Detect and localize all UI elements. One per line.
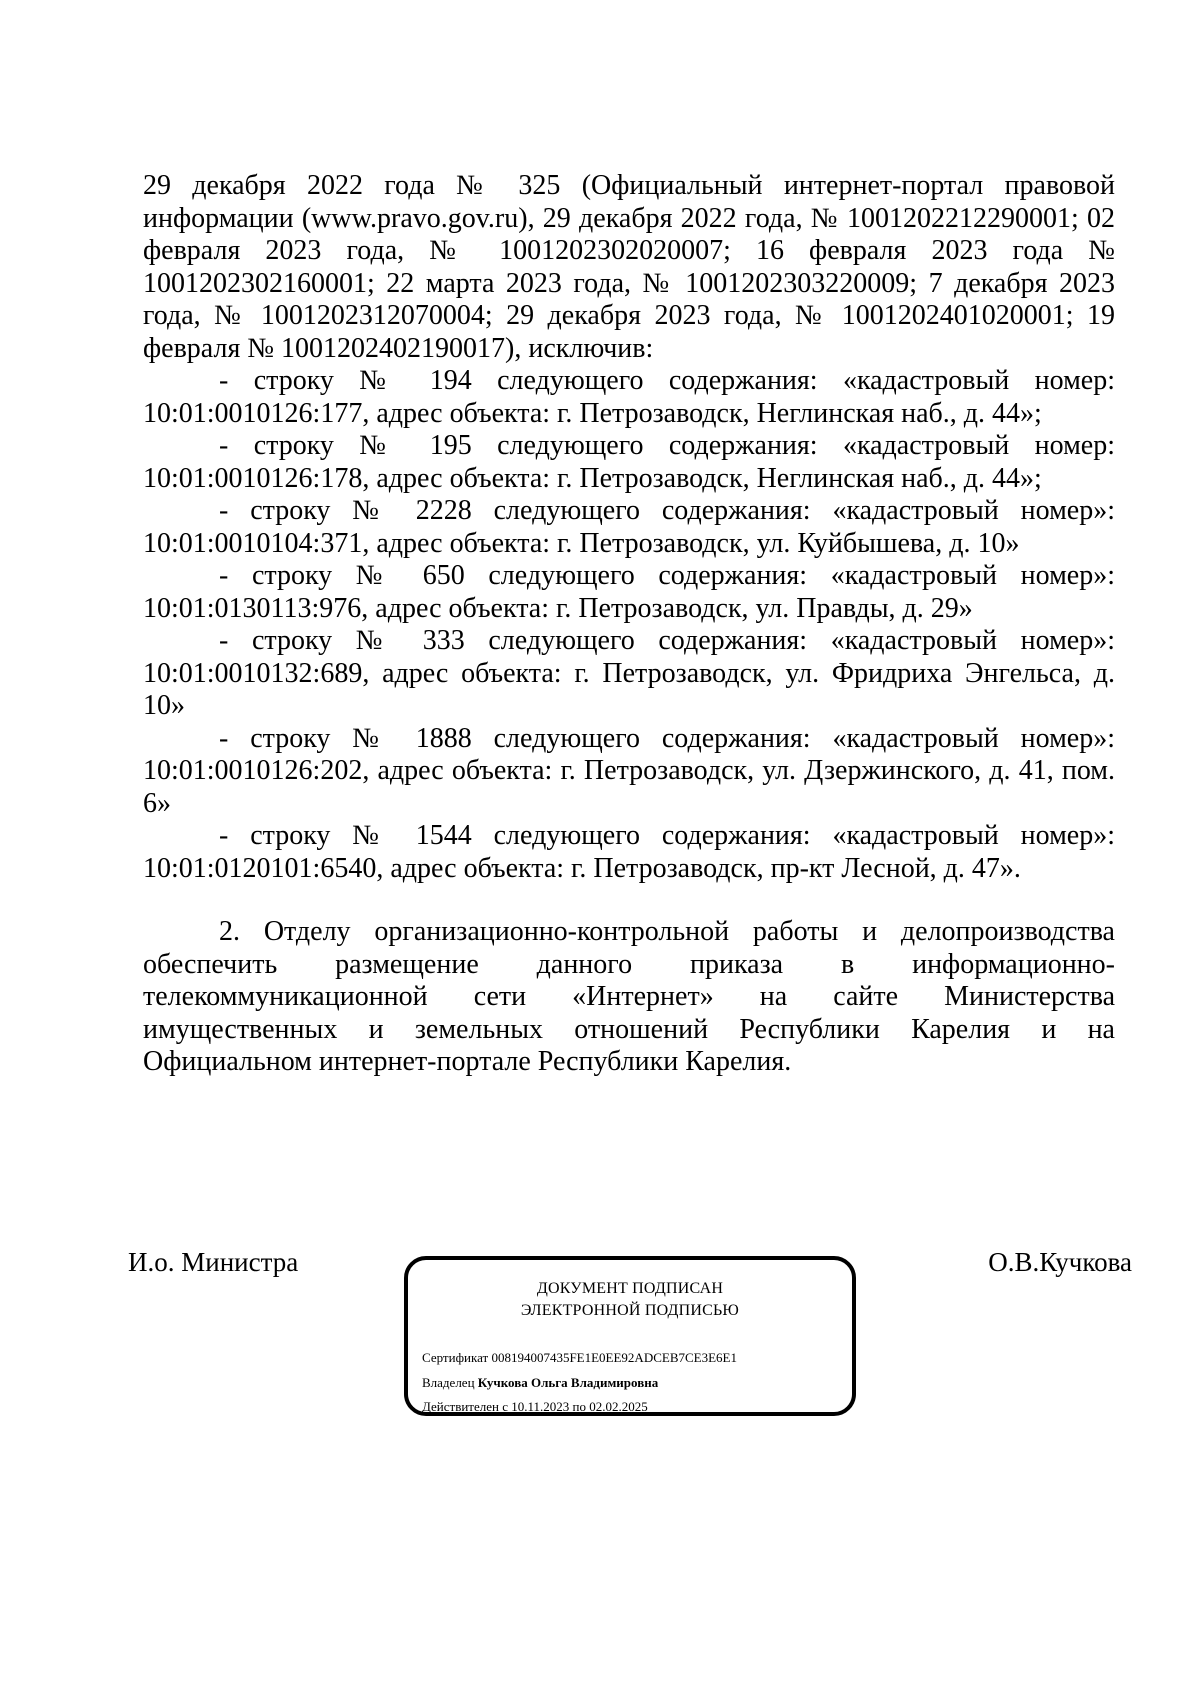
stamp-valid-from-label: Действителен с (422, 1399, 508, 1414)
intro-paragraph: 29 декабря 2022 года № 325 (Официальный интернет-портал правовой информации (www.pravo.gov.ru), 29 декабря 2022 года, № 1001202212290001; 02 февраля 2023 года, № 1001202302020007; 16 февраля 2023 года № 1001202302160001; 22 марта 2023 года, № 1001202303220009; 7 декабря 2023 года, № 1001202312070004; 29 декабря 2023 года, № 1001202401020001; 19 февраля № 1001202402190017), исключив: (143, 170, 1115, 364)
stamp-owner-value: Кучкова Ольга Владимировна (477, 1375, 659, 1390)
exclusion-item-650: - строку № 650 следующего содержания: «кадастровый номер»: 10:01:0130113:976, адрес объекта: г. Петрозаводск, ул. Правды, д. 29» (143, 560, 1115, 624)
stamp-valid-from: 10.11.2023 (511, 1399, 570, 1414)
stamp-valid-to: 02.02.2025 (589, 1399, 648, 1414)
stamp-title-line-1: ДОКУМЕНТ ПОДПИСАН (536, 1280, 724, 1297)
stamp-validity (422, 1399, 648, 1415)
exclusion-item-194: - строку № 194 следующего содержания: «кадастровый номер: 10:01:0010126:177, адрес объекта: г. Петрозаводск, Неглинская наб., д. 44»; (143, 365, 1115, 429)
document-body (143, 170, 1115, 1079)
stamp-owner-label: Владелец (422, 1375, 475, 1390)
exclusion-item-1888: - строку № 1888 следующего содержания: «кадастровый номер»: 10:01:0010126:202, адрес объекта: г. Петрозаводск, ул. Дзержинского, д. 41, пом. 6» (143, 722, 1115, 819)
electronic-signature-stamp (404, 1256, 856, 1416)
stamp-certificate-value: 008194007435FE1E0EE92ADCEB7CE3E6E1 (491, 1350, 737, 1365)
stamp-certificate-label: Сертификат (422, 1350, 489, 1365)
stamp-valid-to-label: по (572, 1399, 586, 1414)
signatory-name: О.В.Кучкова (988, 1247, 1132, 1277)
exclusion-item-1544: - строку № 1544 следующего содержания: «кадастровый номер»: 10:01:0120101:6540, адрес объекта: г. Петрозаводск, пр-кт Лесной, д. 47». (143, 820, 1115, 884)
stamp-owner (422, 1375, 658, 1391)
exclusion-item-2228: - строку № 2228 следующего содержания: «кадастровый номер»: 10:01:0010104:371, адрес объекта: г. Петрозаводск, ул. Куйбышева, д. 10» (143, 495, 1115, 559)
exclusion-item-333: - строку № 333 следующего содержания: «кадастровый номер»: 10:01:0010132:689, адрес объекта: г. Петрозаводск, ул. Фридриха Энгельса, д. 10» (143, 625, 1115, 721)
clause-2-paragraph: 2. Отделу организационно-контрольной работы и делопроизводства обеспечить размещение данного приказа в информационно-телекоммуникационной сети «Интернет» на сайте Министерства имущественных и земельных отношений Республики Карелия и на Официальном интернет-портале Республики Карелия. (143, 916, 1115, 1077)
stamp-title-line-2: ЭЛЕКТРОННОЙ ПОДПИСЬЮ (520, 1302, 740, 1319)
signatory-position: И.о. Министра (128, 1247, 299, 1277)
exclusion-item-195: - строку № 195 следующего содержания: «кадастровый номер: 10:01:0010126:178, адрес объекта: г. Петрозаводск, Неглинская наб., д. 44»; (143, 430, 1115, 494)
stamp-title (408, 1278, 852, 1322)
stamp-certificate (422, 1350, 737, 1366)
